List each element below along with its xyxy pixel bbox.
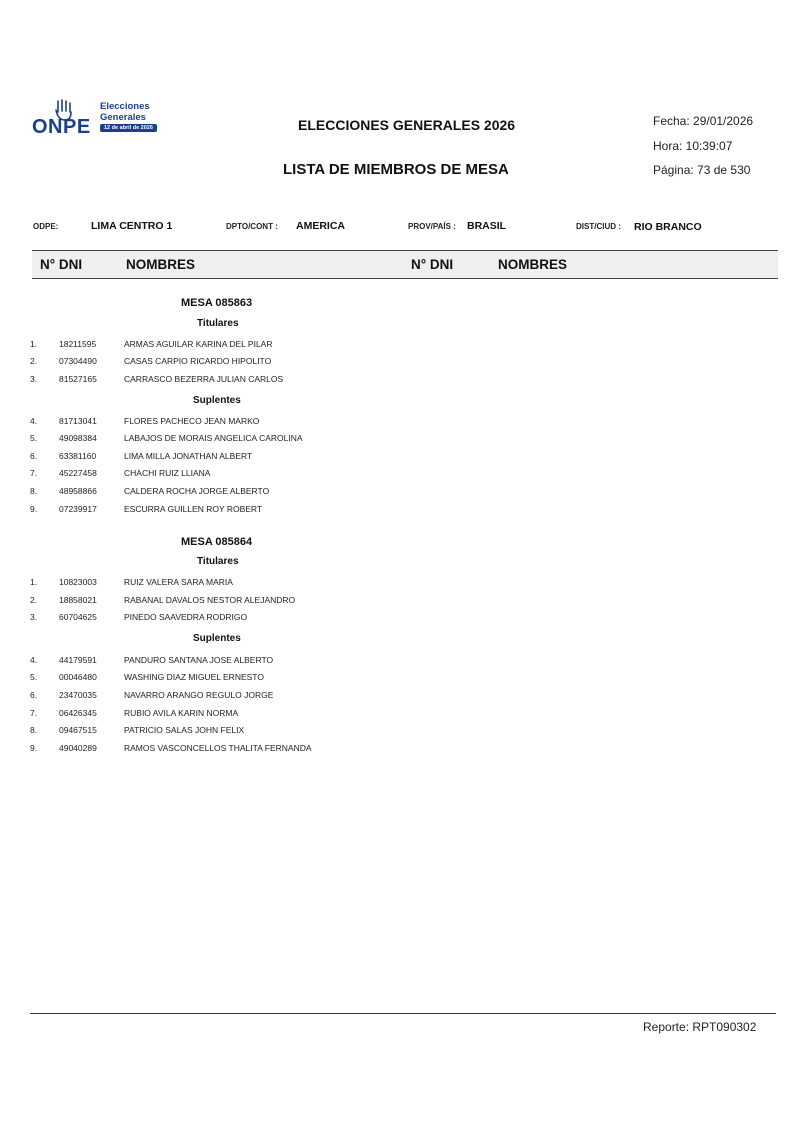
mesa-title: MESA 085864 (181, 536, 253, 548)
footer-divider (30, 1013, 776, 1014)
onpe-logo (32, 98, 167, 142)
dpto-value: AMERICA (296, 220, 345, 232)
dist-value: RIO BRANCO (634, 221, 702, 233)
fecha: Fecha: 29/01/2026 (653, 114, 754, 128)
prov-label: PROV/PAÍS : (408, 222, 456, 231)
suplentes-heading: Suplentes (193, 633, 241, 644)
logo-elecciones-text: Elecciones Generales (100, 101, 150, 123)
col-dni-right: N° DNI (411, 257, 454, 272)
document-title: ELECCIONES GENERALES 2026 (298, 117, 516, 133)
dpto-label: DPTO/CONT : (226, 222, 278, 231)
hora: Hora: 10:39:07 (653, 139, 733, 153)
odpe-value: LIMA CENTRO 1 (91, 220, 173, 232)
titulares-heading: Titulares (197, 556, 239, 567)
logo-onpe-text: ONPE (32, 116, 91, 138)
suplentes-heading: Suplentes (193, 395, 241, 406)
col-nombres-left: NOMBRES (126, 257, 196, 272)
mesa-title: MESA 085863 (181, 297, 253, 309)
col-nombres-right: NOMBRES (498, 257, 568, 272)
titulares-heading: Titulares (197, 318, 239, 329)
document-subtitle: LISTA DE MIEMBROS DE MESA (283, 161, 509, 178)
logo-date-badge: 12 de abril de 2026 (100, 124, 157, 132)
odpe-label: ODPE: (33, 222, 59, 231)
prov-value: BRASIL (467, 220, 507, 232)
pagina: Página: 73 de 530 (653, 163, 751, 177)
dist-label: DIST/CIUD : (576, 222, 621, 231)
col-dni-left: N° DNI (40, 257, 83, 272)
report-id: Reporte: RPT090302 (643, 1020, 757, 1034)
